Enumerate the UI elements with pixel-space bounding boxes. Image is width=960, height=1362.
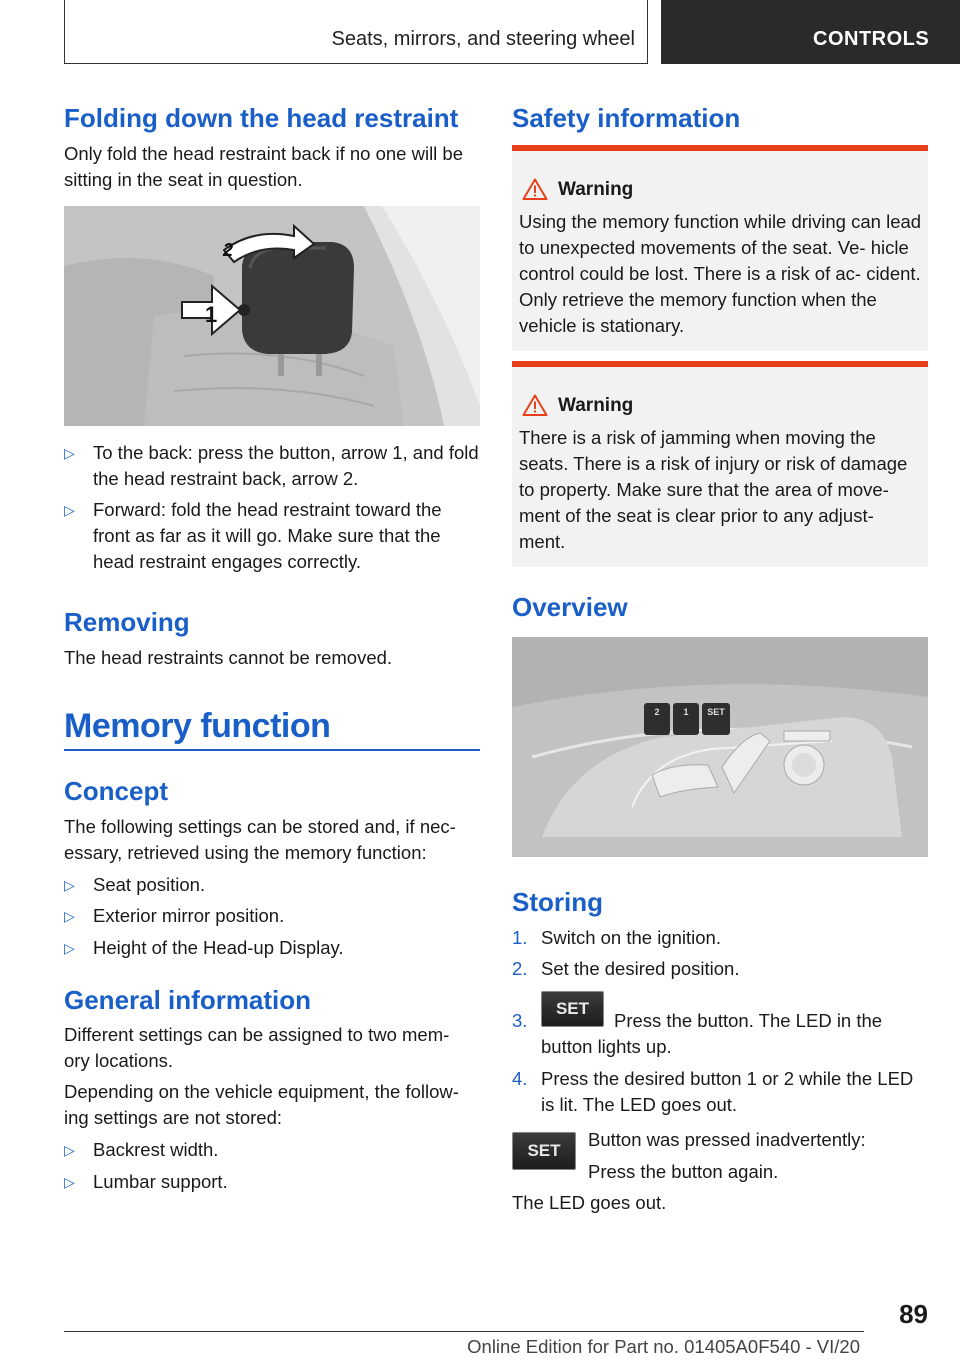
- seat-controls-figure: [512, 637, 928, 857]
- list-item: 2. Set the desired position.: [512, 956, 928, 982]
- set-button-icon: SET: [512, 1132, 576, 1170]
- header-chapter-title: CONTROLS: [813, 28, 930, 50]
- list-item: 1. Switch on the ignition.: [512, 925, 928, 951]
- list-item: ▷ Height of the Head-up Display.: [64, 935, 480, 961]
- triangle-bullet-icon: ▷: [64, 1174, 75, 1190]
- triangle-bullet-icon: ▷: [64, 877, 75, 893]
- warning-label: Warning: [558, 179, 634, 200]
- figure-label-2: 2: [223, 240, 234, 260]
- storing-title: Storing: [512, 887, 603, 917]
- triangle-bullet-icon: ▷: [64, 1142, 75, 1158]
- warning-text: Using the memory function while driving can lead to unexpected movements of the seat. Ve- hicle control could be lost. There is a risk of ac- cident. Only retrieve the memory function when the vehicle is stationary.: [519, 211, 922, 336]
- set-button-label: SET: [707, 707, 725, 717]
- general-info-text-2: Depending on the vehicle equipment, the follow- ing settings are not stored:: [64, 1081, 459, 1128]
- head-restraint-figure: [64, 206, 480, 426]
- warning-box: [512, 361, 928, 567]
- header-section-title: Seats, mirrors, and steering wheel: [331, 28, 635, 50]
- footer-edition: Online Edition for Part no. 01405A0F540 - VI/20: [467, 1336, 860, 1357]
- list-item: ▷ Exterior mirror position.: [64, 903, 480, 929]
- header-chapter: [661, 0, 960, 64]
- list-item: 4. Press the desired button 1 or 2 while the LED is lit. The LED goes out.: [512, 1068, 914, 1115]
- list-item: 3. SET Press the button. The LED in the button lights up.: [512, 1008, 928, 1060]
- triangle-bullet-icon: ▷: [64, 445, 75, 461]
- removing-title: Removing: [64, 607, 190, 637]
- triangle-bullet-icon: ▷: [64, 940, 75, 956]
- set-button-icon: SET: [541, 991, 604, 1027]
- header-section: [64, 0, 648, 64]
- general-info-title: General information: [64, 985, 312, 1015]
- head-restraint-illustration: [64, 206, 480, 426]
- memory-function-title: Memory function: [64, 707, 331, 745]
- figure-label-1: 1: [205, 302, 218, 327]
- folding-intro: Only fold the head restraint back if no one will be sitting in the seat in question.: [64, 143, 464, 190]
- warning-triangle-icon: [522, 394, 548, 416]
- concept-title: Concept: [64, 776, 168, 806]
- general-info-text-1: Different settings can be assigned to two mem- ory locations.: [64, 1024, 450, 1071]
- inadvertent-note: Button was pressed inadvertently:: [588, 1129, 866, 1150]
- step-number: 4.: [512, 1068, 528, 1089]
- list-item: ▷ Seat position.: [64, 872, 480, 898]
- led-out-note: The LED goes out.: [512, 1192, 667, 1213]
- concept-text: The following settings can be stored and, if nec- essary, retrieved using the memory function:: [64, 816, 456, 863]
- list-item: ▷ Forward: fold the head restraint toward the front as far as it will go. Make sure that the head restraint engages correctly.: [64, 499, 442, 572]
- press-again-note: Press the button again.: [588, 1161, 779, 1182]
- memory-title-rule: [64, 749, 480, 751]
- overview-title: Overview: [512, 592, 628, 622]
- warning-label: Warning: [558, 395, 634, 416]
- step-number: 2.: [512, 958, 528, 979]
- list-item: ▷ Lumbar support.: [64, 1169, 480, 1195]
- warning-triangle-icon: [522, 178, 548, 200]
- triangle-bullet-icon: ▷: [64, 908, 75, 924]
- page-number: 89: [899, 1299, 928, 1329]
- memory-button-2-label: 2: [654, 707, 660, 717]
- memory-button-1-label: 1: [683, 707, 689, 717]
- removing-text: The head restraints cannot be removed.: [64, 647, 393, 668]
- warning-box: [512, 145, 928, 351]
- list-item: ▷ To the back: press the button, arrow 1, and fold the head restraint back, arrow 2.: [64, 442, 479, 489]
- warning-text: There is a risk of jamming when moving the seats. There is a risk of injury or risk of damage to property. Make sure that the area of move- ment of the seat is clear prior to any adjust- ment.: [519, 427, 908, 552]
- step-number: 1.: [512, 927, 528, 948]
- footer-rule: [64, 1331, 864, 1332]
- seat-controls-illustration: [512, 637, 928, 857]
- folding-title: Folding down the head restraint: [64, 103, 459, 133]
- list-item: ▷ Backrest width.: [64, 1137, 480, 1163]
- step-number: 3.: [512, 1010, 528, 1031]
- triangle-bullet-icon: ▷: [64, 502, 75, 518]
- safety-info-title: Safety information: [512, 103, 741, 133]
